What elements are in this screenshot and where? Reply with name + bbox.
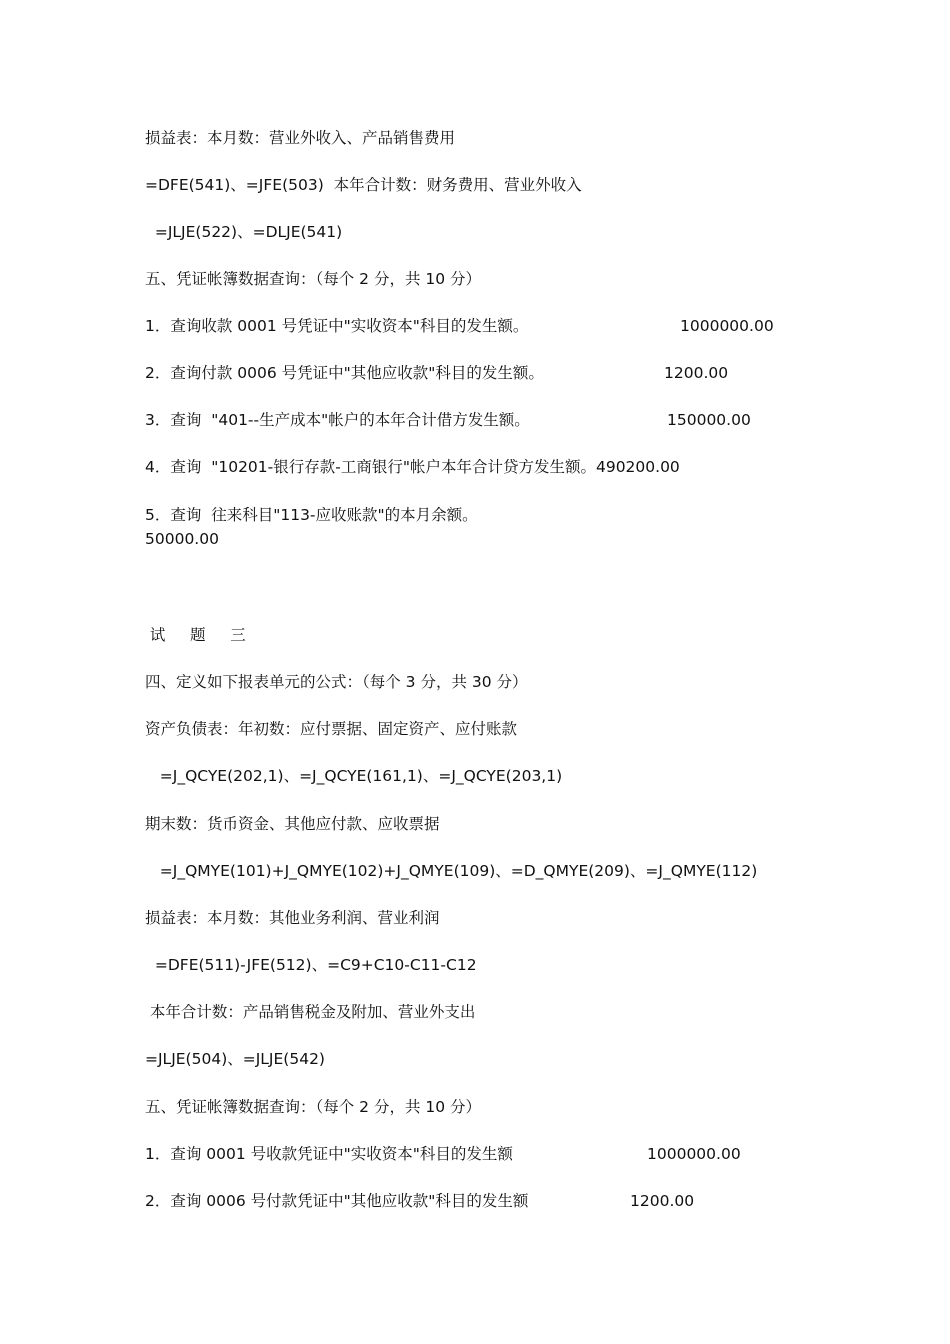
text-line: 本年合计数：产品销售税金及附加、营业外支出 bbox=[145, 1003, 476, 1021]
formula-line: =JLJE(504)、=JLJE(542) bbox=[145, 1050, 325, 1068]
query-answer: 1200.00 bbox=[630, 1192, 695, 1210]
query-answer: 1000000.00 bbox=[680, 317, 774, 335]
formula-line: =J_QCYE(202,1)、=J_QCYE(161,1)、=J_QCYE(203,1) bbox=[145, 767, 563, 785]
query-item: 4．查询 "10201-银行存款-工商银行"帐户本年合计贷方发生额。490200.00 bbox=[145, 458, 680, 476]
query-answer: 150000.00 bbox=[667, 411, 751, 429]
query-item: 1．查询 0001 号收款凭证中"实收资本"科目的发生额 bbox=[145, 1145, 513, 1163]
section-heading: 四、定义如下报表单元的公式：（每个 3 分，共 30 分） bbox=[145, 673, 528, 691]
formula-line: =J_QMYE(101)+J_QMYE(102)+J_QMYE(109)、=D_QMYE(209)、=J_QMYE(112) bbox=[145, 862, 758, 880]
query-item: 2．查询 0006 号付款凭证中"其他应收款"科目的发生额 bbox=[145, 1192, 529, 1210]
text-line: 损益表：本月数：营业外收入、产品销售费用 bbox=[145, 129, 456, 147]
query-answer: 1000000.00 bbox=[647, 1145, 741, 1163]
text-line: 期末数：货币资金、其他应付款、应收票据 bbox=[145, 815, 440, 833]
formula-line: =DFE(511)-JFE(512)、=C9+C10-C11-C12 bbox=[145, 956, 477, 974]
query-item: 3．查询 "401--生产成本"帐户的本年合计借方发生额。 bbox=[145, 411, 530, 429]
exam-title: 试 题 三 bbox=[145, 626, 246, 644]
query-answer: 50000.00 bbox=[145, 530, 219, 548]
query-answer: 1200.00 bbox=[664, 364, 729, 382]
text-line: 损益表：本月数：其他业务利润、营业利润 bbox=[145, 909, 440, 927]
text-line: =JLJE(522)、=DLJE(541) bbox=[145, 223, 343, 241]
query-item: 2．查询付款 0006 号凭证中"其他应收款"科目的发生额。 bbox=[145, 364, 544, 382]
section-heading: 五、凭证帐簿数据查询：（每个 2 分，共 10 分） bbox=[145, 270, 482, 288]
text-line: =DFE(541)、=JFE(503) 本年合计数：财务费用、营业外收入 bbox=[145, 176, 582, 194]
query-item: 5．查询 往来科目"113-应收账款"的本月余额。 bbox=[145, 506, 478, 524]
text-line: 资产负债表：年初数：应付票据、固定资产、应付账款 bbox=[145, 720, 518, 738]
section-heading: 五、凭证帐簿数据查询：（每个 2 分，共 10 分） bbox=[145, 1098, 482, 1116]
query-item: 1．查询收款 0001 号凭证中"实收资本"科目的发生额。 bbox=[145, 317, 529, 335]
